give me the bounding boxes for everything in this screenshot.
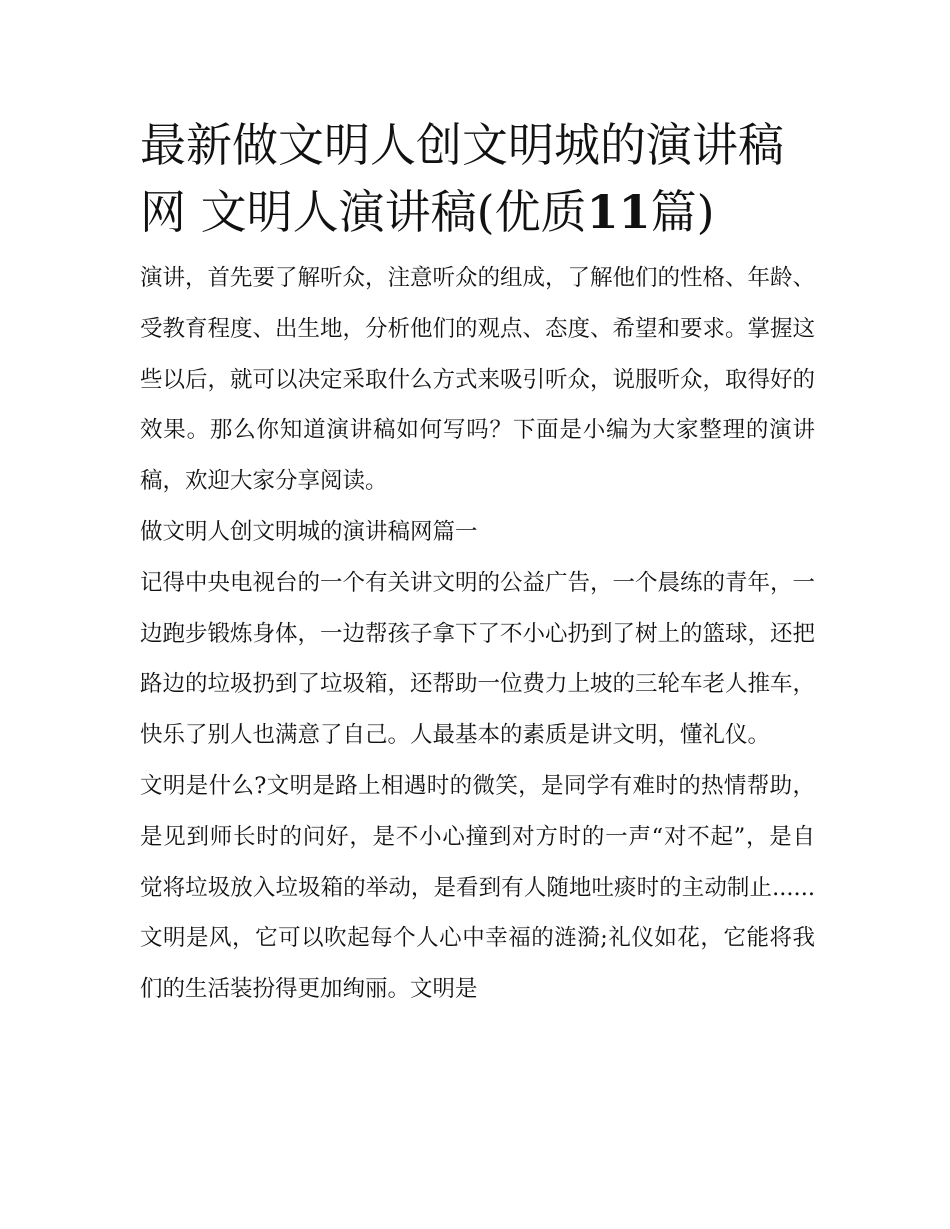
section-heading: 做文明人创文明城的演讲稿网篇一 — [140, 518, 478, 545]
document-content — [140, 112, 815, 1015]
title-text: 最新做文明人创文明城的演讲稿网 文明人演讲稿(优质 — [140, 118, 784, 239]
body-paragraph: 记得中央电视台的一个有关讲文明的公益广告，一个晨练的青年，一边跑步锻炼身体，一边帮孩子拿下了不小心扔到了树上的篮球，还把路边的垃圾扔到了垃圾箱，还帮助一位费力上坡的三轮车老人推车，快乐了别人也满意了自己。人最基本的素质是讲文明，懂礼仪。 — [140, 569, 816, 749]
document-title — [140, 112, 815, 246]
intro-paragraph: 演讲，首先要了解听众，注意听众的组成，了解他们的性格、年龄、受教育程度、出生地，分析他们的观点、态度、希望和要求。掌握这些以后，就可以决定采取什么方式来吸引听众，说服听众，取得好的效果。那么你知道演讲稿如何写吗？下面是小编为大家整理的演讲稿，欢迎大家分享阅读。 — [140, 265, 816, 495]
title-number: 11 — [586, 185, 651, 239]
title-suffix: 篇) — [650, 185, 715, 239]
body-paragraph: 文明是什么?文明是路上相遇时的微笑，是同学有难时的热情帮助，是见到师长时的问好，是不小心撞到对方时的一声“对不起”，是自觉将垃圾放入垃圾箱的举动，是看到有人随地吐痰时的主动制止......文明是风，它可以吹起每个人心中幸福的涟漪;礼仪如花，它能将我们的生活装扮得更加绚丽。文明是 — [140, 772, 815, 1003]
